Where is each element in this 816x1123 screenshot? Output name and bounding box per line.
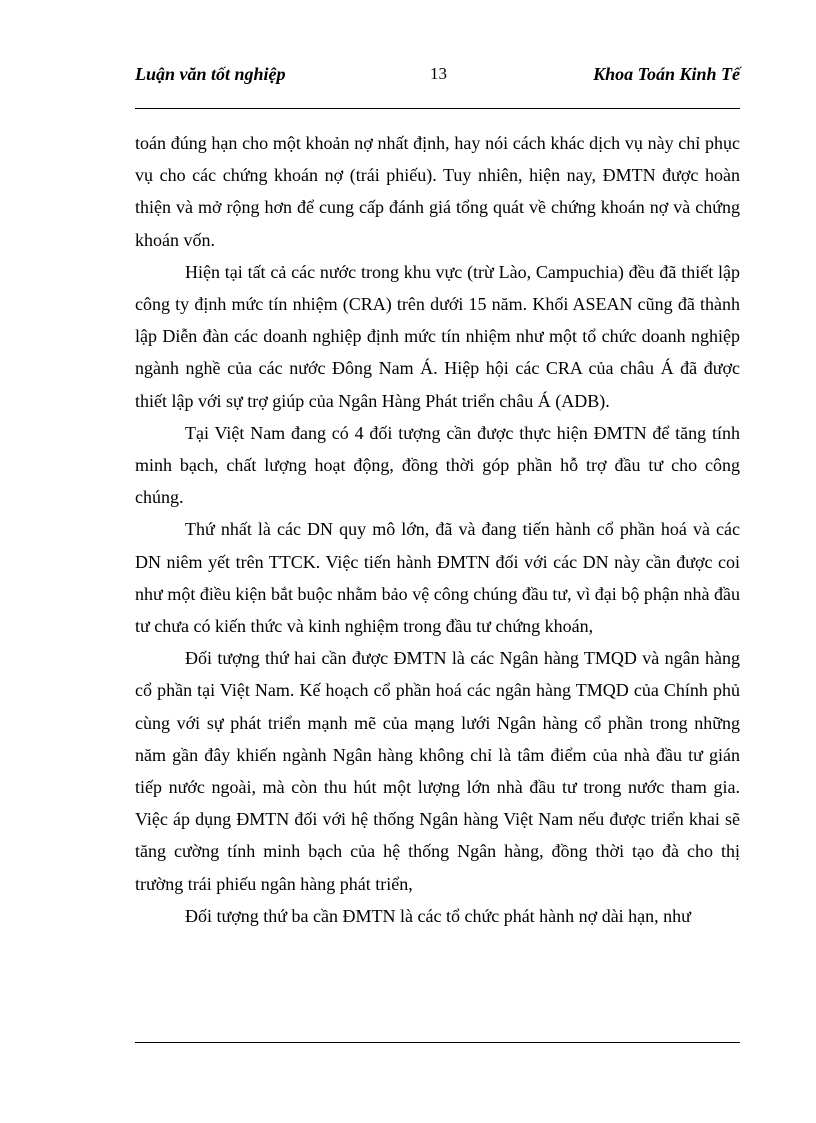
header-divider [135,108,740,109]
page-number: 13 [430,64,447,83]
header-thesis-title: Luận văn tốt nghiệp [135,64,286,84]
footer-divider [135,1042,740,1043]
paragraph-second-target: Đối tượng thứ hai cần được ĐMTN là các Ngân hàng TMQD và ngân hàng cổ phần tại Việt Nam. Kế hoạch cổ phần hoá các ngân hàng TMQD của Chính phủ cùng với sự phát triển mạnh mẽ của mạng lưới Ngân hàng cổ phần trong những năm gần đây khiến ngành Ngân hàng không chỉ là tâm điểm của nhà đầu tư gián tiếp nước ngoài, mà còn thu hút một lượng lớn nhà đầu tư trong nước tham gia. Việc áp dụng ĐMTN đối với hệ thống Ngân hàng Việt Nam nếu được triển khai sẽ tăng cường tính minh bạch của hệ thống Ngân hàng, đồng thời tạo đà cho thị trường trái phiếu ngân hàng phát triển, [135,648,740,894]
paragraph-continuation: toán đúng hạn cho một khoản nợ nhất định, hay nói cách khác dịch vụ này chỉ phục vụ cho các chứng khoán nợ (trái phiếu). Tuy nhiên, hiện nay, ĐMTN được hoàn thiện và mở rộng hơn để cung cấp đánh giá tổng quát về chứng khoán nợ và chứng khoán vốn. [135,133,740,250]
page-header [135,62,740,90]
paragraph-regional-cra: Hiện tại tất cả các nước trong khu vực (trừ Lào, Campuchia) đều đã thiết lập công ty định mức tín nhiệm (CRA) trên dưới 15 năm. Khối ASEAN cũng đã thành lập Diễn đàn các doanh nghiệp định mức tín nhiệm như một tổ chức doanh nghiệp ngành nghề của các nước Đông Nam Á. Hiệp hội các CRA của châu Á đã được thiết lập với sự trợ giúp của Ngân Hàng Phát triển châu Á (ADB). [135,261,740,411]
paragraph-first-target: Thứ nhất là các DN quy mô lớn, đã và đang tiến hành cổ phần hoá và các DN niêm yết trên TTCK. Việc tiến hành ĐMTN đối với các DN này cần được coi như một điều kiện bắt buộc nhằm bảo vệ công chúng đầu tư, vì đại bộ phận nhà đầu tư chưa có kiến thức và kinh nghiệm trong đầu tư chứng khoán, [135,519,740,637]
paragraph-vietnam-targets: Tại Việt Nam đang có 4 đối tượng cần được thực hiện ĐMTN để tăng tính minh bạch, chất lượng hoạt động, đồng thời góp phần hỗ trợ đầu tư cho công chúng. [135,422,740,508]
body-text [135,127,740,932]
header-faculty-name: Khoa Toán Kinh Tế [593,64,740,84]
paragraph-third-target: Đối tượng thứ ba cần ĐMTN là các tổ chức phát hành nợ dài hạn, như [185,905,691,926]
